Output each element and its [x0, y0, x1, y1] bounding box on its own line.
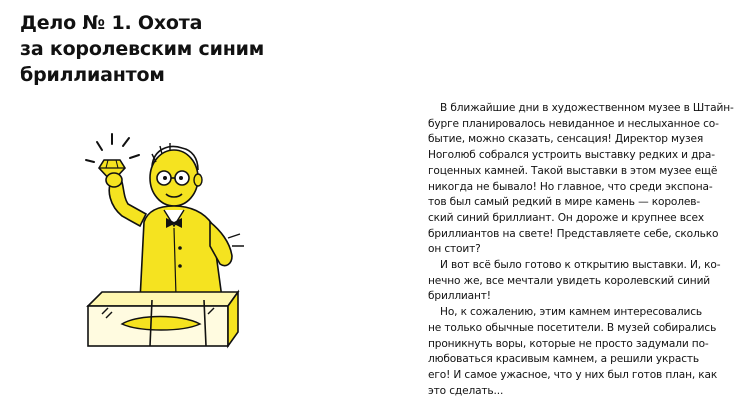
- title-line: за королевским синим: [20, 38, 265, 60]
- title-line: бриллиантом: [20, 64, 165, 86]
- paragraph-line: Но, к сожалению, этим камнем интересовались: [440, 306, 703, 319]
- paragraph-line: проникнуть воры, которые не просто задумали по-: [428, 337, 709, 350]
- page-title: [20, 10, 320, 88]
- paragraph-line: тов был самый редкий в мире камень — королев-: [428, 196, 701, 209]
- paragraph-line: гоценных камней. Такой выставки в этом музее ещё: [428, 164, 718, 177]
- title-line: Дело № 1. Охота: [20, 12, 203, 34]
- paragraph-line: В ближайшие дни в художественном музее в Штайн-: [440, 102, 734, 114]
- paragraph-line: любоваться красивым камнем, а решили украсть: [428, 353, 699, 366]
- director-with-diamond-icon: [82, 118, 252, 373]
- paragraph-line: ский синий бриллиант. Он дороже и крупнее всех: [428, 211, 704, 224]
- paragraph-line: бытие, можно сказать, сенсация! Директор музея: [428, 133, 704, 146]
- paragraph-line: не только обычные посетители. В музей собирались: [428, 321, 717, 334]
- article-text: [428, 101, 734, 399]
- paragraph-line: никогда не бывало! Но главное, что среди экспона-: [428, 180, 713, 193]
- paragraph-line: бурге планировалось невиданное и неслыханное со-: [428, 117, 719, 130]
- paragraph-line: бриллиантов на свете! Представляете себе, сколько: [428, 227, 719, 240]
- paragraph-line: он стоит?: [428, 243, 481, 256]
- paragraph-line: его! И самое ужасное, что у них был готов план, как: [428, 368, 718, 381]
- paragraph-line: это сделать...: [428, 384, 504, 397]
- paragraph-line: бриллиант!: [428, 290, 491, 303]
- paragraph-line: нечно же, все мечтали увидеть королевский синий: [428, 274, 711, 287]
- paragraph-line: Ноголюб собрался устроить выставку редких и дра-: [428, 149, 715, 162]
- director-illustration: [82, 118, 252, 373]
- paragraph-line: И вот всё было готово к открытию выставки. И, ко-: [440, 259, 721, 272]
